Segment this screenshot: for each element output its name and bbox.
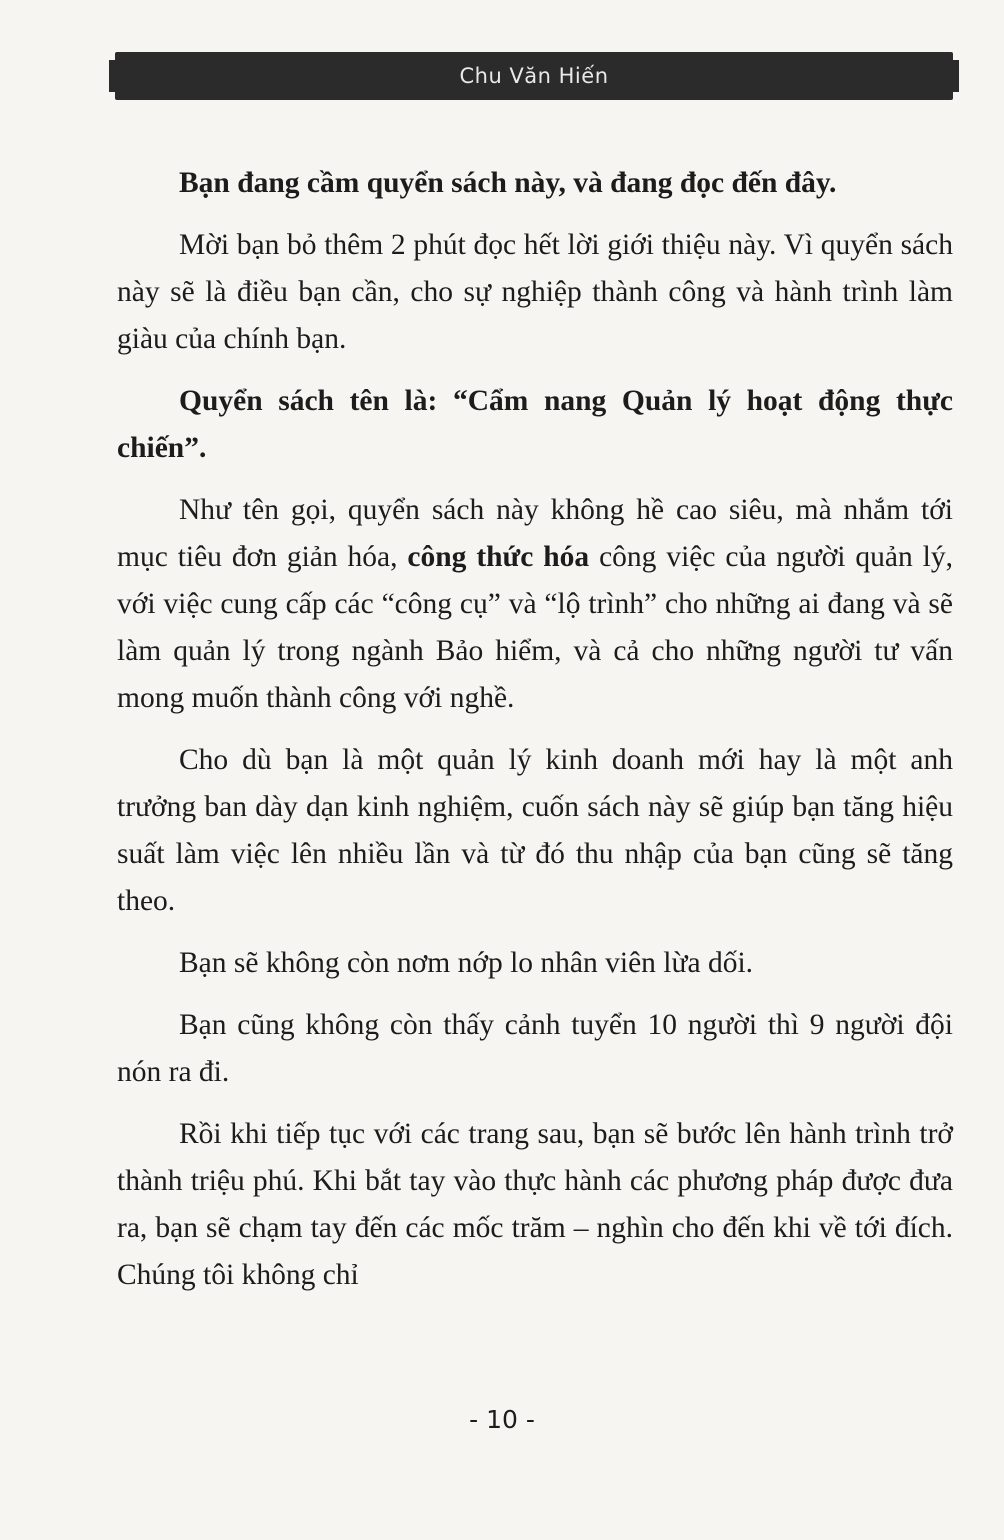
paragraph-intro-hook: Bạn đang cầm quyển sách này, và đang đọc đến đây. <box>179 167 837 199</box>
description-text-after: công việc của người quản lý, với việc cung cấp các “công cụ” và “lộ trình” cho những ai đang và sẽ làm quản lý trong ngành Bảo hiểm, và cả cho những người tư vấn mong muốn thành công với nghề. <box>117 541 953 714</box>
paragraph-invitation: Mời bạn bỏ thêm 2 phút đọc hết lời giới thiệu này. Vì quyển sách này sẽ là điều bạn cần, cho sự nghiệp thành công và hành trình làm giàu của chính bạn. <box>117 229 953 355</box>
paragraph-journey: Rồi khi tiếp tục với các trang sau, bạn sẽ bước lên hành trình trở thành triệu phú. Khi bắt tay vào thực hành các phương pháp được đưa ra, bạn sẽ chạm tay đến các mốc trăm – nghìn cho đến khi về tới đích. Chúng tôi không chỉ <box>117 1118 953 1291</box>
page-number: - 10 - <box>469 1405 535 1434</box>
paragraph-no-deceit: Bạn sẽ không còn nơm nớp lo nhân viên lừa dối. <box>179 947 754 979</box>
description-text-before: Như tên gọi, quyển sách này không hề cao siêu, mà nhắm tới mục tiêu đơn giản hóa, <box>117 494 953 573</box>
paragraph-description <box>117 487 953 722</box>
running-header-author: Chu Văn Hiến <box>459 64 609 88</box>
description-bold-phrase: công thức hóa <box>407 541 590 573</box>
paragraph-retention: Bạn cũng không còn thấy cảnh tuyển 10 người thì 9 người đội nón ra đi. <box>117 1009 953 1088</box>
running-header-bar <box>115 52 953 100</box>
page-body <box>117 160 953 1314</box>
paragraph-benefit: Cho dù bạn là một quản lý kinh doanh mới hay là một anh trưởng ban dày dạn kinh nghiệm, cuốn sách này sẽ giúp bạn tăng hiệu suất làm việc lên nhiều lần và từ đó thu nhập của bạn cũng sẽ tăng theo. <box>117 744 953 917</box>
paragraph-book-title: Quyển sách tên là: “Cẩm nang Quản lý hoạt động thực chiến”. <box>117 385 953 464</box>
